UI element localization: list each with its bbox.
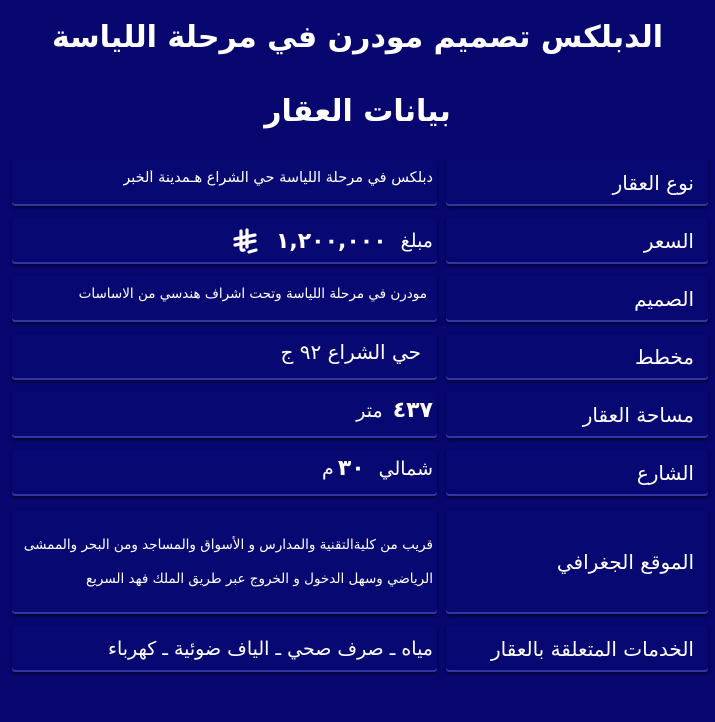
row-price: [12, 218, 708, 264]
label-design: الصميم: [446, 276, 708, 322]
value-price: [12, 218, 437, 264]
riyal-icon: [232, 228, 258, 254]
section-title: بيانات العقار: [264, 94, 451, 129]
street-unit: م: [322, 457, 334, 480]
row-location: [12, 510, 708, 614]
label-location: الموقع الجغرافي: [446, 510, 708, 614]
value-services: [12, 626, 437, 672]
street-width: ٣٠: [337, 456, 365, 481]
label-area: مساحة العقار: [446, 392, 708, 438]
page-title: الدبلكس تصميم مودرن في مرحلة اللياسة: [51, 20, 664, 55]
street-line: [322, 456, 433, 481]
value-plan: [12, 334, 437, 380]
value-services-text: مياه ـ صرف صحي ـ الياف ضوئية ـ كهرباء: [108, 638, 433, 660]
row-plan: [12, 334, 708, 380]
value-design: [12, 276, 437, 322]
row-property-type: [12, 160, 708, 206]
row-area: [12, 392, 708, 438]
price-line: [232, 228, 433, 254]
value-street: [12, 450, 437, 496]
row-design: [12, 276, 708, 322]
label-street: الشارع: [446, 450, 708, 496]
label-plan: مخطط: [446, 334, 708, 380]
value-property-type: [12, 160, 437, 206]
label-price: السعر: [446, 218, 708, 264]
row-street: [12, 450, 708, 496]
location-line-2: الرياضي وسهل الدخول و الخروج عبر طريق الملك فهد السريع: [85, 571, 433, 587]
street-direction: شمالي: [378, 457, 433, 480]
row-services: [12, 626, 708, 672]
value-area: [12, 392, 437, 438]
area-line: [356, 398, 433, 423]
label-property-type: نوع العقار: [446, 160, 708, 206]
value-location: [12, 510, 437, 614]
value-plan-text: حي الشراع ٩٢ ج: [280, 340, 421, 364]
price-amount: ١,٢٠٠,٠٠٠: [275, 228, 387, 254]
area-amount: ٤٣٧: [392, 398, 433, 423]
value-property-type-text: دبلكس في مرحلة اللياسة حي الشراع هـمدينة ألخبر: [123, 170, 433, 186]
value-design-text: مودرن في مرحلة اللياسة وتحت اشراف هندسي من الاساسات: [78, 286, 427, 302]
price-prefix: مبلغ: [400, 230, 433, 252]
area-unit: متر: [356, 399, 383, 422]
label-services: الخدمات المتعلقة بالعقار: [446, 626, 708, 672]
location-line-1: قريب من كليةالتقنية والمدارس و الأسواق والمساجد ومن البحر والممشى: [23, 537, 433, 553]
